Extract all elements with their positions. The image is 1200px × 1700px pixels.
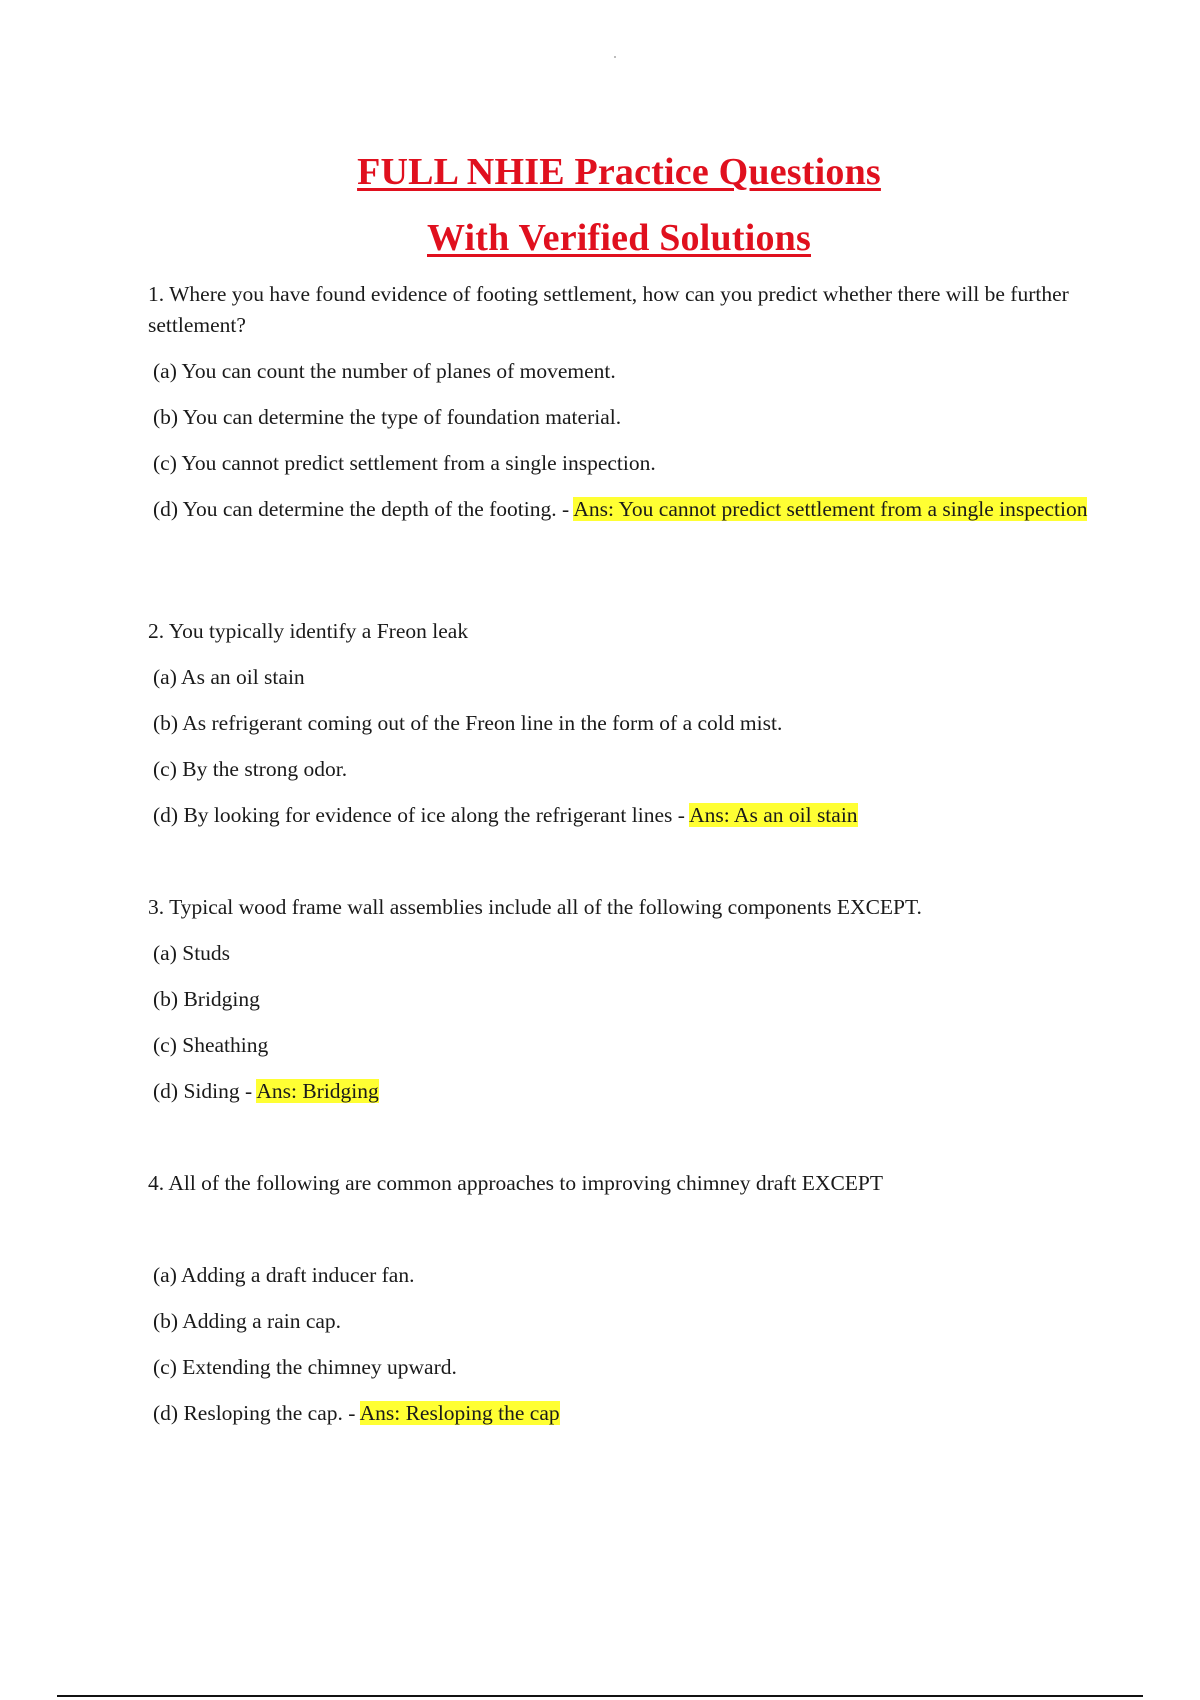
question-4-option-d (153, 1398, 560, 1429)
question-2-option-d-text: (d) By looking for evidence of ice along the refrigerant lines - (153, 803, 690, 827)
question-3-prompt: 3. Typical wood frame wall assemblies include all of the following components EXCEPT. (148, 895, 922, 919)
question-1-option-d-text: (d) You can determine the depth of the footing. - (153, 497, 574, 521)
question-4-option-c: (c) Extending the chimney upward. (153, 1355, 457, 1379)
question-3-answer: Ans: Bridging (256, 1079, 379, 1103)
question-1-option-a: (a) You can count the number of planes of movement. (153, 359, 616, 383)
question-2-option-a: (a) As an oil stain (153, 665, 305, 689)
question-2-option-d (153, 800, 858, 831)
document-title-line-2: With Verified Solutions (427, 217, 811, 259)
question-1-prompt: 1. Where you have found evidence of footing settlement, how can you predict whether there will be further settlement? (148, 282, 1069, 337)
question-2-option-b: (b) As refrigerant coming out of the Freon line in the form of a cold mist. (153, 711, 783, 735)
scan-speck (614, 56, 616, 58)
question-4-prompt: 4. All of the following are common approaches to improving chimney draft EXCEPT (148, 1171, 884, 1195)
question-3-option-b: (b) Bridging (153, 987, 260, 1011)
question-4-answer: Ans: Resloping the cap (359, 1401, 560, 1425)
question-4-option-d-text: (d) Resloping the cap. - (153, 1401, 360, 1425)
question-1-answer: Ans: You cannot predict settlement from a single inspection (573, 497, 1088, 521)
question-4-option-b: (b) Adding a rain cap. (153, 1309, 342, 1333)
question-2-option-c: (c) By the strong odor. (153, 757, 348, 781)
question-2-prompt: 2. You typically identify a Freon leak (148, 619, 469, 643)
question-4-option-a: (a) Adding a draft inducer fan. (153, 1263, 415, 1287)
question-3-option-c: (c) Sheathing (153, 1033, 269, 1057)
question-3-option-a: (a) Studs (153, 941, 231, 965)
question-1-option-c: (c) You cannot predict settlement from a single inspection. (153, 451, 656, 475)
document-title-line-1: FULL NHIE Practice Questions (357, 151, 881, 193)
question-2-answer: Ans: As an oil stain (689, 803, 858, 827)
question-1-option-d (148, 494, 1098, 525)
question-3-option-d-text: (d) Siding - (153, 1079, 257, 1103)
question-1-option-b: (b) You can determine the type of foundation material. (153, 405, 622, 429)
question-3-option-d (153, 1076, 379, 1107)
footer-divider (57, 1695, 1143, 1697)
